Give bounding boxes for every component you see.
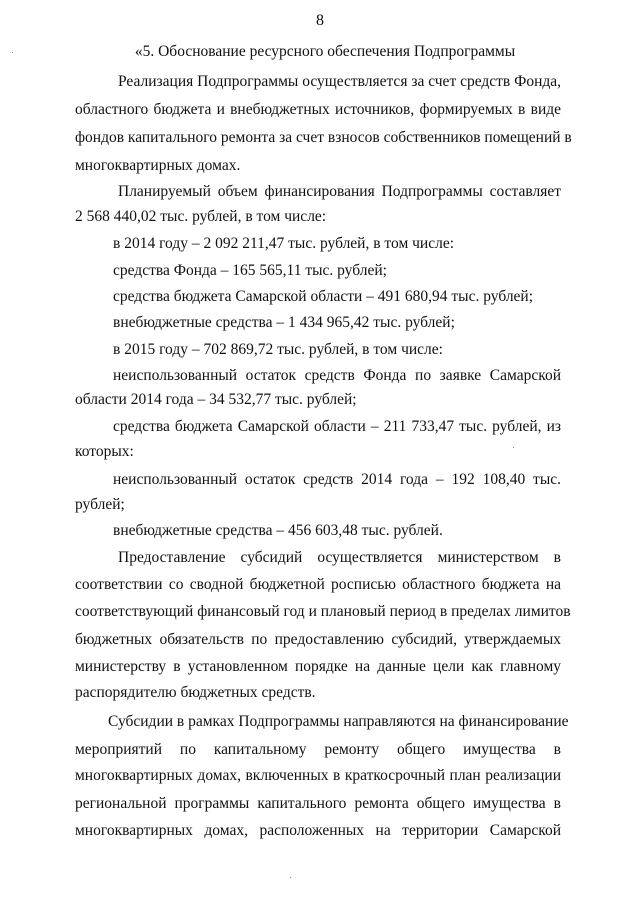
paragraph-line: Субсидии в рамках Подпрограммы направляются на финансирование — [108, 713, 569, 730]
financing-item: в 2014 году – 2 092 211,47 тыс. рублей, в том числе: — [113, 235, 455, 252]
paragraph-line: фондов капитального ремонта за счет взносов собственников помещений в — [75, 129, 572, 146]
paragraph-line: Предоставление субсидий осуществляется министерством в — [118, 549, 561, 566]
financing-item: средства бюджета Самарской области – 491 680,94 тыс. рублей; — [113, 288, 534, 305]
financing-item: рублей; — [75, 496, 125, 513]
scan-speck — [12, 52, 13, 53]
financing-item: неиспользованный остаток средств 2014 года – 192 108,40 тыс. — [113, 471, 561, 488]
paragraph-line: многоквартирных домах. — [75, 157, 241, 174]
financing-item: которых: — [75, 443, 134, 460]
paragraph-line: министерству в установленном порядке на данные цели как главному — [75, 658, 561, 675]
paragraph-line: многоквартирных домах, расположенных на территории Самарской — [75, 822, 561, 839]
scan-speck — [290, 877, 291, 878]
paragraph-line: мероприятий по капитальному ремонту общего имущества в — [75, 741, 561, 758]
paragraph-line: региональной программы капитального ремонта общего имущества в — [75, 795, 561, 812]
financing-item: внебюджетные средства – 1 434 965,42 тыс. рублей; — [113, 314, 455, 331]
paragraph-line: бюджетных обязательств по предоставлению субсидий, утверждаемых — [75, 631, 561, 648]
paragraph-line: распорядителю бюджетных средств. — [75, 684, 316, 701]
section-heading: «5. Обоснование ресурсного обеспечения Подпрограммы — [134, 43, 516, 60]
paragraph-line: соответствии со сводной бюджетной росписью областного бюджета на — [75, 576, 561, 593]
financing-item: средства Фонда – 165 565,11 тыс. рублей; — [113, 262, 387, 279]
financing-item: неиспользованный остаток средств Фонда по заявке Самарской — [113, 367, 561, 384]
financing-item: внебюджетные средства – 456 603,48 тыс. рублей. — [113, 522, 443, 539]
paragraph-line: соответствующий финансовый год и плановый период в пределах лимитов — [75, 603, 571, 620]
paragraph-line: областного бюджета и внебюджетных источников, формируемых в виде — [75, 101, 561, 118]
financing-item: средства бюджета Самарской области – 211 733,47 тыс. рублей, из — [113, 418, 561, 435]
paragraph-line: Реализация Подпрограммы осуществляется за счет средств Фонда, — [118, 73, 562, 90]
financing-item: области 2014 года – 34 532,77 тыс. рублей; — [75, 391, 357, 408]
scan-speck — [513, 447, 514, 448]
financing-item: в 2015 году – 702 869,72 тыс. рублей, в том числе: — [113, 341, 443, 358]
paragraph-line: многоквартирных домах, включенных в краткосрочный план реализации — [75, 767, 561, 784]
paragraph-line: Планируемый объем финансирования Подпрограммы составляет — [118, 183, 561, 200]
paragraph-line: 2 568 440,02 тыс. рублей, в том числе: — [75, 208, 327, 225]
page-number: 8 — [316, 12, 324, 29]
